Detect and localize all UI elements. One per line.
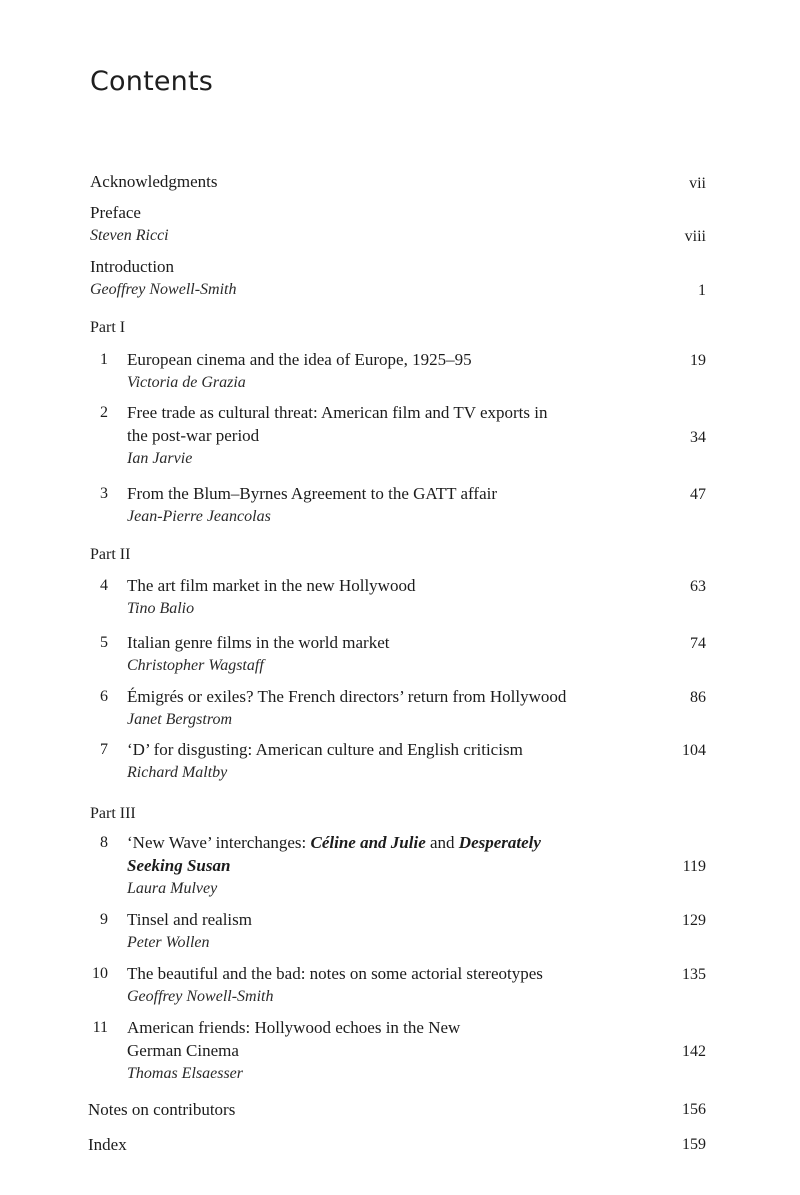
chapter-number: 8 xyxy=(100,834,108,851)
chapter-number: 4 xyxy=(100,577,108,594)
part-heading: Part I xyxy=(90,319,126,336)
preface-page: viii xyxy=(684,228,706,245)
chapter-page: 142 xyxy=(682,1043,706,1060)
chapter-number: 1 xyxy=(100,351,108,368)
chapter-number: 5 xyxy=(100,634,108,651)
chapter-author: Christopher Wagstaff xyxy=(127,657,264,674)
chapter-number: 7 xyxy=(100,741,108,758)
chapter-title: European cinema and the idea of Europe, 1925–95 xyxy=(127,350,472,369)
preface-author: Steven Ricci xyxy=(90,227,169,244)
chapter-author: Geoffrey Nowell-Smith xyxy=(127,988,274,1005)
index-page: 159 xyxy=(682,1136,706,1153)
film-title: Céline and Julie xyxy=(310,833,426,852)
chapter-title-line-2: the post-war period xyxy=(127,426,260,445)
chapter-author: Tino Balio xyxy=(127,600,195,617)
chapter-author: Thomas Elsaesser xyxy=(127,1065,244,1082)
chapter-title-line-1 xyxy=(127,833,541,853)
chapter-author: Laura Mulvey xyxy=(127,880,218,897)
chapter-number: 2 xyxy=(100,404,108,421)
chapter-title-part: ‘New Wave’ interchanges: xyxy=(127,833,311,852)
chapter-title-line-2: German Cinema xyxy=(127,1041,239,1060)
chapter-author: Janet Bergstrom xyxy=(127,711,233,728)
film-title: Desperately xyxy=(458,833,541,852)
introduction-author: Geoffrey Nowell-Smith xyxy=(90,281,237,298)
preface-title: Preface xyxy=(90,203,141,222)
contributors-page: 156 xyxy=(682,1101,706,1118)
chapter-author: Richard Maltby xyxy=(127,764,228,781)
chapter-page: 19 xyxy=(690,352,706,369)
chapter-page: 135 xyxy=(682,966,706,983)
introduction-title: Introduction xyxy=(90,257,175,276)
chapter-page: 119 xyxy=(682,858,706,875)
chapter-title: The art film market in the new Hollywood xyxy=(127,576,416,595)
chapter-author: Jean-Pierre Jeancolas xyxy=(127,508,271,525)
chapter-page: 86 xyxy=(690,689,706,706)
chapter-title: From the Blum–Byrnes Agreement to the GATT affair xyxy=(127,484,497,503)
chapter-title-part: and xyxy=(425,833,459,852)
chapter-title-line-1: American friends: Hollywood echoes in the New xyxy=(127,1018,461,1037)
chapter-title: Tinsel and realism xyxy=(127,910,252,929)
chapter-title: Italian genre films in the world market xyxy=(127,633,390,652)
index-title: Index xyxy=(88,1135,127,1154)
film-title: Seeking Susan xyxy=(127,856,231,875)
chapter-number: 10 xyxy=(92,965,108,982)
part-heading: Part III xyxy=(90,805,136,822)
chapter-page: 34 xyxy=(690,429,706,446)
contributors-title: Notes on contributors xyxy=(88,1100,236,1119)
chapter-title: ‘D’ for disgusting: American culture and English criticism xyxy=(127,740,523,759)
chapter-title: The beautiful and the bad: notes on some actorial stereotypes xyxy=(127,964,543,983)
chapter-page: 47 xyxy=(690,486,706,503)
chapter-number: 6 xyxy=(100,688,108,705)
chapter-title: Émigrés or exiles? The French directors’ return from Hollywood xyxy=(127,687,567,706)
chapter-title-line-1: Free trade as cultural threat: American film and TV exports in xyxy=(127,403,548,422)
acknowledgments-title: Acknowledgments xyxy=(90,172,218,191)
chapter-number: 9 xyxy=(100,911,108,928)
chapter-author: Ian Jarvie xyxy=(127,450,193,467)
chapter-page: 63 xyxy=(690,578,706,595)
acknowledgments-page: vii xyxy=(689,175,706,192)
chapter-author: Victoria de Grazia xyxy=(127,374,246,391)
part-heading: Part II xyxy=(90,546,131,563)
chapter-page: 129 xyxy=(682,912,706,929)
chapter-page: 74 xyxy=(690,635,706,652)
page-title: Contents xyxy=(90,66,214,97)
chapter-title-line-2 xyxy=(127,856,230,876)
chapter-number: 11 xyxy=(92,1019,108,1036)
chapter-number: 3 xyxy=(100,485,108,502)
chapter-page: 104 xyxy=(682,742,706,759)
introduction-page: 1 xyxy=(698,282,706,299)
chapter-author: Peter Wollen xyxy=(127,934,210,951)
